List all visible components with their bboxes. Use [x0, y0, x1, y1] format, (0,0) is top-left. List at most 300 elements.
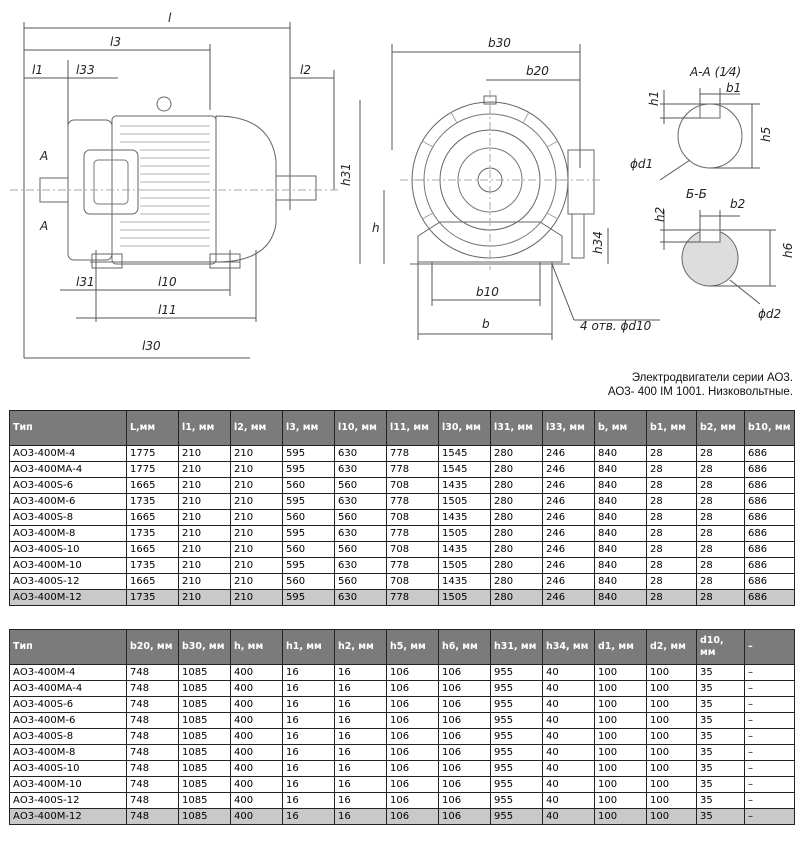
value-cell: 686 [745, 510, 795, 526]
value-cell: 686 [745, 526, 795, 542]
value-cell: – [745, 761, 795, 777]
motor-type-cell: АО3-400S-10 [10, 542, 127, 558]
table-row [10, 590, 795, 606]
value-cell: 955 [491, 713, 543, 729]
value-cell: 16 [335, 745, 387, 761]
table-2-body [10, 665, 795, 825]
value-cell: 400 [231, 761, 283, 777]
value-cell: 840 [595, 542, 647, 558]
value-cell: 40 [543, 809, 595, 825]
value-cell: 955 [491, 665, 543, 681]
value-cell: 1085 [179, 697, 231, 713]
value-cell: 28 [697, 462, 745, 478]
value-cell: 1085 [179, 729, 231, 745]
value-cell: 748 [127, 665, 179, 681]
value-cell: 840 [595, 526, 647, 542]
value-cell: 100 [647, 697, 697, 713]
caption-line-1: Электродвигатели серии АО3. [631, 372, 793, 384]
value-cell: 16 [335, 681, 387, 697]
value-cell: 595 [283, 494, 335, 510]
motor-type-cell: АО3-400S-8 [10, 729, 127, 745]
value-cell: 35 [697, 697, 745, 713]
value-cell: 28 [647, 526, 697, 542]
value-cell: 28 [697, 510, 745, 526]
table-row [10, 494, 795, 510]
value-cell: 1545 [439, 462, 491, 478]
table-row [10, 697, 795, 713]
value-cell: 100 [647, 681, 697, 697]
value-cell: 210 [179, 510, 231, 526]
value-cell: 106 [387, 809, 439, 825]
value-cell: 16 [283, 713, 335, 729]
value-cell: 1435 [439, 542, 491, 558]
value-cell: 16 [283, 809, 335, 825]
value-cell: 16 [283, 793, 335, 809]
column-header: L,мм [127, 411, 179, 446]
label-l1: l1 [32, 63, 43, 77]
value-cell: – [745, 745, 795, 761]
value-cell: 246 [543, 542, 595, 558]
value-cell: 955 [491, 697, 543, 713]
value-cell: 106 [387, 697, 439, 713]
motor-type-cell: АО3-400S-10 [10, 761, 127, 777]
value-cell: 840 [595, 446, 647, 462]
value-cell: 400 [231, 713, 283, 729]
label-l2: l2 [300, 63, 311, 77]
label-d2: ϕd2 [758, 307, 782, 321]
value-cell: 246 [543, 478, 595, 494]
value-cell: 246 [543, 590, 595, 606]
value-cell: 686 [745, 574, 795, 590]
value-cell: 16 [335, 777, 387, 793]
value-cell: 40 [543, 745, 595, 761]
table-row [10, 665, 795, 681]
value-cell: 955 [491, 761, 543, 777]
value-cell: 35 [697, 729, 745, 745]
value-cell: 246 [543, 574, 595, 590]
table-row [10, 681, 795, 697]
value-cell: 40 [543, 761, 595, 777]
value-cell: 1435 [439, 478, 491, 494]
value-cell: 28 [647, 510, 697, 526]
column-header: d10, мм [697, 630, 745, 665]
label-l33: l33 [76, 63, 95, 77]
value-cell: 246 [543, 510, 595, 526]
value-cell: 16 [335, 729, 387, 745]
value-cell: 560 [283, 542, 335, 558]
table-row [10, 558, 795, 574]
table-row [10, 542, 795, 558]
value-cell: 210 [179, 574, 231, 590]
value-cell: 748 [127, 761, 179, 777]
value-cell: 560 [335, 478, 387, 494]
value-cell: 560 [283, 574, 335, 590]
value-cell: – [745, 777, 795, 793]
value-cell: 210 [179, 526, 231, 542]
value-cell: 210 [231, 526, 283, 542]
value-cell: 1085 [179, 665, 231, 681]
value-cell: 280 [491, 478, 543, 494]
value-cell: 210 [231, 478, 283, 494]
value-cell: 400 [231, 777, 283, 793]
value-cell: 840 [595, 462, 647, 478]
value-cell: 210 [179, 478, 231, 494]
value-cell: 560 [335, 510, 387, 526]
value-cell: 630 [335, 558, 387, 574]
value-cell: 1665 [127, 542, 179, 558]
value-cell: 748 [127, 713, 179, 729]
value-cell: 210 [231, 462, 283, 478]
value-cell: 686 [745, 462, 795, 478]
value-cell: 778 [387, 494, 439, 510]
table-row [10, 462, 795, 478]
value-cell: 1505 [439, 494, 491, 510]
value-cell: 686 [745, 494, 795, 510]
label-a-top: A [40, 149, 49, 163]
value-cell: 106 [439, 681, 491, 697]
caption [608, 371, 793, 399]
value-cell: – [745, 681, 795, 697]
label-b: b [482, 317, 490, 331]
value-cell: 1735 [127, 590, 179, 606]
value-cell: 100 [595, 761, 647, 777]
value-cell: 106 [439, 777, 491, 793]
table-row [10, 478, 795, 494]
label-h: h [372, 221, 380, 235]
value-cell: 955 [491, 681, 543, 697]
column-header: l11, мм [387, 411, 439, 446]
value-cell: 16 [283, 697, 335, 713]
label-h34: h34 [591, 231, 605, 254]
value-cell: 1085 [179, 681, 231, 697]
value-cell: 840 [595, 510, 647, 526]
value-cell: 955 [491, 745, 543, 761]
column-header: b30, мм [179, 630, 231, 665]
caption-line-2: АО3- 400 IM 1001. Низковольтные. [607, 386, 793, 398]
value-cell: 28 [647, 446, 697, 462]
spec-table-1 [9, 410, 795, 606]
value-cell: 40 [543, 777, 595, 793]
value-cell: 400 [231, 793, 283, 809]
motor-type-cell: АО3-400S-12 [10, 793, 127, 809]
value-cell: 560 [283, 478, 335, 494]
value-cell: 686 [745, 446, 795, 462]
value-cell: 210 [179, 558, 231, 574]
value-cell: 100 [595, 665, 647, 681]
value-cell: 280 [491, 446, 543, 462]
column-header: l33, мм [543, 411, 595, 446]
value-cell: 1435 [439, 510, 491, 526]
column-header: d2, мм [647, 630, 697, 665]
value-cell: 16 [283, 681, 335, 697]
value-cell: 28 [647, 462, 697, 478]
value-cell: 1085 [179, 713, 231, 729]
column-header: b10, мм [745, 411, 795, 446]
motor-type-cell: АО3-400S-6 [10, 697, 127, 713]
value-cell: 1665 [127, 510, 179, 526]
value-cell: 35 [697, 777, 745, 793]
column-header: l1, мм [179, 411, 231, 446]
label-section-aa: А-А (1⁄4) [690, 65, 742, 79]
column-header: h31, мм [491, 630, 543, 665]
value-cell: 100 [595, 777, 647, 793]
front-view [360, 44, 660, 340]
value-cell: 35 [697, 713, 745, 729]
value-cell: 35 [697, 809, 745, 825]
label-l31: l31 [76, 275, 95, 289]
value-cell: 106 [387, 745, 439, 761]
value-cell: 246 [543, 494, 595, 510]
motor-type-cell: АО3-400S-8 [10, 510, 127, 526]
value-cell: 748 [127, 809, 179, 825]
value-cell: – [745, 713, 795, 729]
value-cell: 28 [697, 446, 745, 462]
value-cell: 595 [283, 558, 335, 574]
value-cell: 778 [387, 558, 439, 574]
value-cell: 840 [595, 478, 647, 494]
value-cell: 1505 [439, 590, 491, 606]
value-cell: 246 [543, 558, 595, 574]
value-cell: 400 [231, 681, 283, 697]
value-cell: 210 [231, 574, 283, 590]
table-row [10, 809, 795, 825]
value-cell: 100 [647, 777, 697, 793]
value-cell: – [745, 729, 795, 745]
label-l11: l11 [158, 303, 177, 317]
value-cell: 778 [387, 590, 439, 606]
table-row [10, 713, 795, 729]
column-header: h5, мм [387, 630, 439, 665]
value-cell: 748 [127, 681, 179, 697]
value-cell: 1085 [179, 745, 231, 761]
value-cell: 106 [439, 793, 491, 809]
label-h1: h1 [647, 90, 661, 106]
label-b10: b10 [476, 285, 499, 299]
section-b-b [660, 210, 776, 304]
value-cell: 400 [231, 697, 283, 713]
motor-type-cell: АО3-400МА-4 [10, 462, 127, 478]
value-cell: 40 [543, 681, 595, 697]
value-cell: 100 [595, 713, 647, 729]
value-cell: 100 [595, 697, 647, 713]
table-row [10, 446, 795, 462]
value-cell: 1735 [127, 526, 179, 542]
value-cell: 40 [543, 729, 595, 745]
value-cell: 28 [697, 478, 745, 494]
motor-type-cell: АО3-400М-12 [10, 590, 127, 606]
value-cell: 630 [335, 526, 387, 542]
value-cell: 100 [647, 793, 697, 809]
column-header: l2, мм [231, 411, 283, 446]
value-cell: 28 [697, 494, 745, 510]
column-header: l10, мм [335, 411, 387, 446]
value-cell: 955 [491, 809, 543, 825]
value-cell: 210 [231, 590, 283, 606]
value-cell: 1505 [439, 558, 491, 574]
value-cell: 400 [231, 665, 283, 681]
motor-type-cell: АО3-400М-6 [10, 713, 127, 729]
value-cell: 100 [595, 793, 647, 809]
motor-drawing [0, 0, 799, 360]
value-cell: 708 [387, 510, 439, 526]
value-cell: 100 [595, 729, 647, 745]
value-cell: 840 [595, 558, 647, 574]
value-cell: 280 [491, 526, 543, 542]
value-cell: 106 [387, 729, 439, 745]
table-row [10, 761, 795, 777]
value-cell: 630 [335, 590, 387, 606]
value-cell: 210 [179, 462, 231, 478]
column-header: b, мм [595, 411, 647, 446]
value-cell: 28 [647, 494, 697, 510]
table-row [10, 793, 795, 809]
value-cell: 748 [127, 793, 179, 809]
value-cell: 28 [647, 590, 697, 606]
value-cell: 106 [439, 713, 491, 729]
value-cell: 246 [543, 526, 595, 542]
value-cell: 595 [283, 526, 335, 542]
value-cell: 16 [283, 761, 335, 777]
column-header: h1, мм [283, 630, 335, 665]
value-cell: 28 [697, 558, 745, 574]
value-cell: 1085 [179, 793, 231, 809]
value-cell: 106 [387, 665, 439, 681]
value-cell: 40 [543, 665, 595, 681]
value-cell: 748 [127, 777, 179, 793]
column-header: h, мм [231, 630, 283, 665]
value-cell: 280 [491, 574, 543, 590]
value-cell: 560 [283, 510, 335, 526]
column-header: h6, мм [439, 630, 491, 665]
value-cell: 400 [231, 745, 283, 761]
value-cell: 1665 [127, 478, 179, 494]
value-cell: 955 [491, 729, 543, 745]
value-cell: 1435 [439, 574, 491, 590]
value-cell: 100 [647, 713, 697, 729]
table-row [10, 777, 795, 793]
table-row [10, 574, 795, 590]
value-cell: 1545 [439, 446, 491, 462]
value-cell: 106 [439, 665, 491, 681]
value-cell: 560 [335, 574, 387, 590]
label-h6: h6 [781, 242, 795, 258]
column-header: l30, мм [439, 411, 491, 446]
value-cell: 560 [335, 542, 387, 558]
label-holes: 4 отв. ϕd10 [580, 319, 652, 333]
value-cell: 16 [283, 729, 335, 745]
value-cell: 100 [647, 729, 697, 745]
motor-type-cell: АО3-400М-10 [10, 558, 127, 574]
label-a-bottom: A [40, 219, 49, 233]
label-l30: l30 [142, 339, 161, 353]
value-cell: 778 [387, 462, 439, 478]
label-b20: b20 [526, 64, 549, 78]
value-cell: 210 [179, 494, 231, 510]
motor-type-cell: АО3-400М-8 [10, 745, 127, 761]
value-cell: 100 [595, 745, 647, 761]
value-cell: 100 [647, 809, 697, 825]
value-cell: 955 [491, 793, 543, 809]
value-cell: 100 [595, 809, 647, 825]
label-h2: h2 [653, 206, 667, 222]
value-cell: 630 [335, 446, 387, 462]
value-cell: 28 [647, 558, 697, 574]
table-row [10, 745, 795, 761]
column-header: b1, мм [647, 411, 697, 446]
value-cell: 210 [179, 542, 231, 558]
value-cell: 280 [491, 510, 543, 526]
motor-type-cell: АО3-400М-4 [10, 446, 127, 462]
value-cell: 16 [335, 761, 387, 777]
value-cell: 35 [697, 745, 745, 761]
table-1-header-row [10, 411, 795, 446]
value-cell: 708 [387, 542, 439, 558]
value-cell: – [745, 793, 795, 809]
value-cell: 1775 [127, 446, 179, 462]
value-cell: 210 [231, 542, 283, 558]
value-cell: 840 [595, 574, 647, 590]
value-cell: 1085 [179, 761, 231, 777]
table-row [10, 510, 795, 526]
table-1-body [10, 446, 795, 606]
value-cell: 28 [697, 542, 745, 558]
value-cell: 280 [491, 494, 543, 510]
value-cell: 630 [335, 494, 387, 510]
value-cell: 35 [697, 793, 745, 809]
value-cell: 686 [745, 590, 795, 606]
value-cell: 106 [387, 793, 439, 809]
value-cell: 35 [697, 665, 745, 681]
value-cell: 40 [543, 793, 595, 809]
value-cell: 16 [283, 777, 335, 793]
value-cell: 778 [387, 526, 439, 542]
value-cell: 748 [127, 729, 179, 745]
column-header: Тип [10, 630, 127, 665]
value-cell: 748 [127, 697, 179, 713]
value-cell: 280 [491, 462, 543, 478]
value-cell: – [745, 697, 795, 713]
value-cell: 840 [595, 590, 647, 606]
value-cell: 16 [335, 809, 387, 825]
value-cell: 595 [283, 462, 335, 478]
value-cell: 210 [231, 558, 283, 574]
label-b2: b2 [730, 197, 746, 211]
table-row [10, 729, 795, 745]
value-cell: 280 [491, 542, 543, 558]
value-cell: 686 [745, 542, 795, 558]
value-cell: 106 [387, 713, 439, 729]
value-cell: 100 [647, 745, 697, 761]
value-cell: 1505 [439, 526, 491, 542]
value-cell: 708 [387, 574, 439, 590]
value-cell: 280 [491, 558, 543, 574]
column-header: – [745, 630, 795, 665]
motor-type-cell: АО3-400М-8 [10, 526, 127, 542]
motor-type-cell: АО3-400М-4 [10, 665, 127, 681]
value-cell: 106 [439, 697, 491, 713]
value-cell: 210 [231, 446, 283, 462]
value-cell: 280 [491, 590, 543, 606]
value-cell: 16 [335, 793, 387, 809]
value-cell: – [745, 665, 795, 681]
value-cell: 686 [745, 558, 795, 574]
label-b30: b30 [488, 36, 511, 50]
value-cell: 28 [647, 574, 697, 590]
value-cell: 16 [335, 713, 387, 729]
label-l3: l3 [110, 35, 121, 49]
value-cell: 210 [179, 590, 231, 606]
value-cell: 595 [283, 590, 335, 606]
